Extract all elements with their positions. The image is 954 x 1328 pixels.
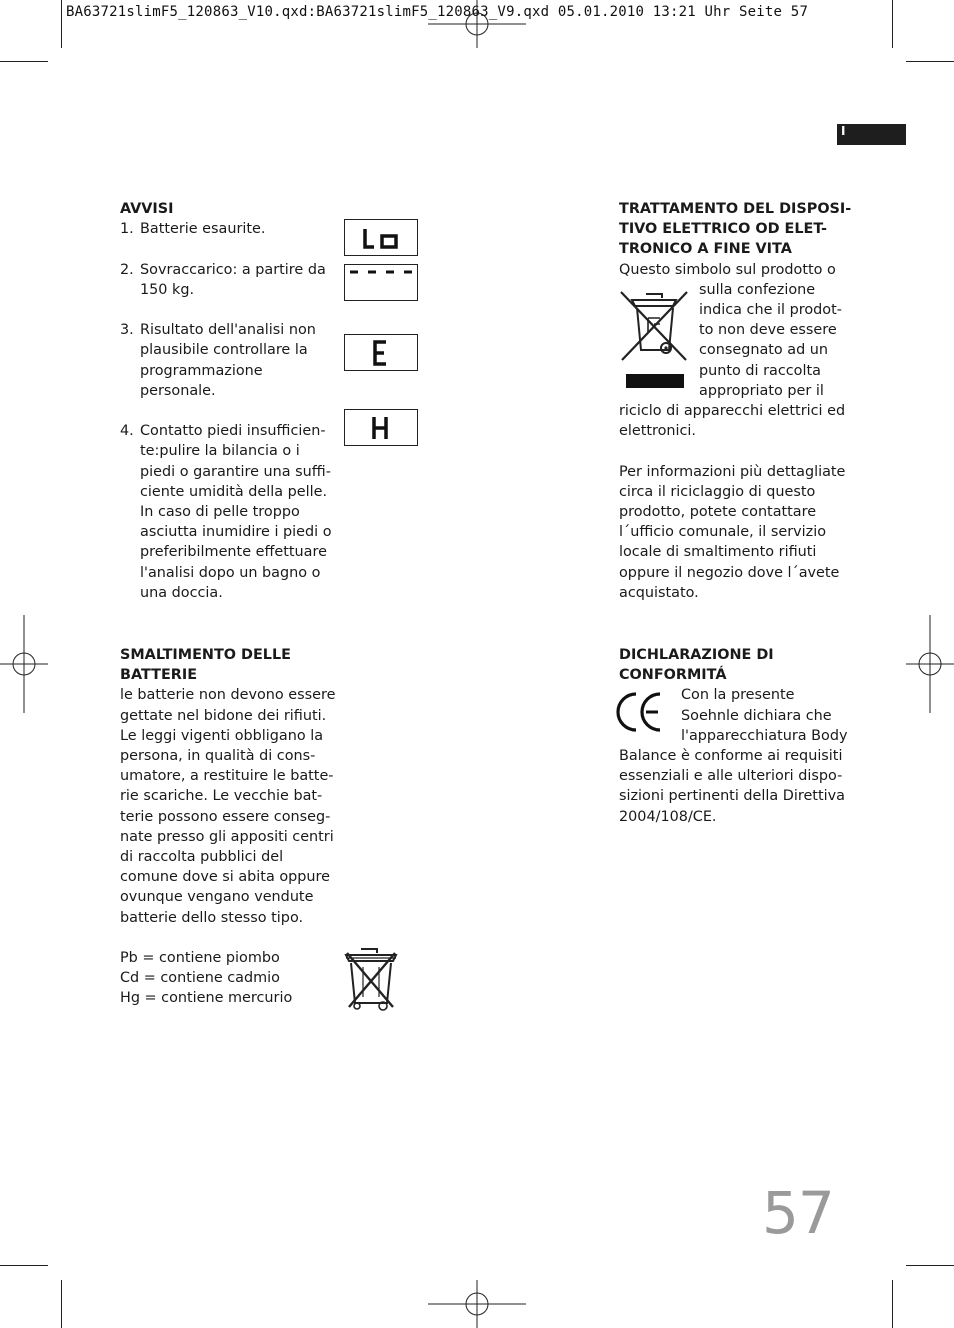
file-header: BA63721slimF5_120863_V10.qxd:BA63721slimF5_120863_V9.qxd 05.01.2010 13:21 Uhr Seite 57: [66, 4, 809, 20]
body-line: rie scariche. Le vecchie bat-: [120, 788, 323, 805]
item-line: l'analisi dopo un bagno o: [140, 564, 321, 581]
body-line: Le leggi vigenti obbligano la: [120, 727, 324, 744]
body-line: appropriato per il: [699, 382, 824, 399]
body-line: elettronici.: [619, 423, 696, 440]
body-line: riciclo di apparecchi elettrici ed: [619, 403, 846, 420]
body-line: to non deve essere: [699, 322, 837, 339]
item-line: plausibile controllare la: [140, 342, 308, 359]
weee-section: [619, 199, 859, 603]
item-line: Contatto piedi insufficien-: [140, 423, 326, 440]
weee-title-line: TRONICO A FINE VITA: [619, 241, 792, 258]
body-line: sizioni pertinenti della Direttiva: [619, 788, 845, 805]
item-line: Risultato dell'analisi non: [140, 322, 316, 339]
item-line: 150 kg.: [140, 281, 195, 298]
body-line: consegnato ad un: [699, 342, 829, 359]
body-line: persona, in qualità di cons-: [120, 748, 316, 765]
body-line: indica che il prodot-: [699, 302, 842, 319]
body-line: Soehnle dichiara che: [681, 707, 832, 724]
body-line: acquistato.: [619, 584, 699, 601]
item-number: 1.: [120, 221, 134, 238]
body-line: locale di smaltimento rifiuti: [619, 544, 817, 561]
item-line: Sovraccarico: a partire da: [140, 261, 326, 278]
body-line: oppure il negozio dove l´avete: [619, 564, 840, 581]
item-number: 4.: [120, 423, 134, 440]
chemical-line: Hg = contiene mercurio: [120, 990, 293, 1007]
language-tab: I: [837, 124, 906, 145]
body-line: batterie dello stesso tipo.: [120, 909, 304, 926]
warnings-section: [120, 199, 338, 603]
display-overload-icon: [344, 264, 418, 301]
item-line: programmazione personale.: [140, 362, 263, 399]
item-line: asciutta inumidire i piedi o: [140, 524, 332, 541]
body-line: Per informazioni più dettagliate: [619, 463, 846, 480]
battery-disposal-section: [120, 645, 345, 1009]
item-number: 2.: [120, 261, 134, 278]
body-line: Con la presente: [681, 687, 795, 704]
body-line: essenziali e alle ulteriori dispo-: [619, 768, 843, 785]
body-line: l'apparecchiatura Body: [681, 727, 848, 744]
conformity-title-line: DICHLARAZIONE DI: [619, 647, 774, 663]
battery-title-line: BATTERIE: [120, 667, 198, 684]
registration-mark-right: [906, 615, 954, 713]
body-line: prodotto, potete contattare: [619, 504, 817, 521]
weee-bin-icon: [618, 288, 690, 392]
body-line: l´ufficio comunale, il servizio: [619, 524, 827, 541]
ce-mark-icon: [616, 690, 664, 734]
conformity-section: [619, 645, 859, 827]
body-line: le batterie non devono essere: [120, 687, 336, 704]
page-number: 57: [762, 1179, 834, 1247]
body-line: terie possono essere conseg-: [120, 808, 331, 825]
warning-item-1: [120, 219, 338, 239]
registration-mark-left: [0, 615, 48, 713]
body-line: punto di raccolta: [699, 362, 821, 379]
warning-item-2: [120, 260, 338, 300]
item-line: una doccia.: [140, 584, 223, 601]
display-lo-icon: [344, 219, 418, 256]
chemical-line: Pb = contiene piombo: [120, 950, 280, 967]
body-line: nate presso gli appositi centri: [120, 828, 334, 845]
item-line: Batterie esaurite.: [140, 221, 266, 238]
body-line: sulla confezione: [699, 281, 816, 298]
weee-title-line: TRATTAMENTO DEL DISPOSI-: [619, 201, 852, 217]
warnings-title: AVVISI: [120, 201, 174, 217]
chemical-line: Cd = contiene cadmio: [120, 970, 280, 987]
warning-item-4: [120, 421, 338, 603]
crossed-bin-icon: [343, 945, 399, 1013]
item-line: te:pulire la bilancia o i: [140, 443, 300, 460]
display-error-icon: [344, 334, 418, 371]
conformity-title-line: CONFORMITÁ: [619, 667, 727, 684]
item-line: preferibilmente effettuare: [140, 544, 327, 561]
body-line: gettate nel bidone dei rifiuti.: [120, 707, 327, 724]
item-line: In caso di pelle troppo: [140, 504, 300, 520]
body-line: 2004/108/CE.: [619, 808, 717, 825]
item-number: 3.: [120, 322, 134, 339]
item-line: ciente umidità della pelle.: [140, 483, 328, 500]
registration-mark-top: [428, 0, 526, 48]
registration-mark-bottom: [428, 1280, 526, 1328]
body-line: circa il riciclaggio di questo: [619, 483, 816, 500]
body-line: Questo simbolo sul prodotto o: [619, 261, 836, 278]
warning-item-3: [120, 320, 338, 401]
body-line: di raccolta pubblici del: [120, 849, 284, 866]
battery-title-line: SMALTIMENTO DELLE: [120, 647, 291, 663]
body-line: umatore, a restituire le batte-: [120, 768, 334, 785]
body-line: ovunque vengano vendute: [120, 889, 314, 906]
item-line: piedi o garantire una suffi-: [140, 463, 331, 480]
display-h-icon: [344, 409, 418, 446]
weee-title-line: TIVO ELETTRICO OD ELET-: [619, 221, 828, 238]
body-line: comune dove si abita oppure: [120, 869, 330, 886]
body-line: Balance è conforme ai requisiti: [619, 748, 843, 765]
